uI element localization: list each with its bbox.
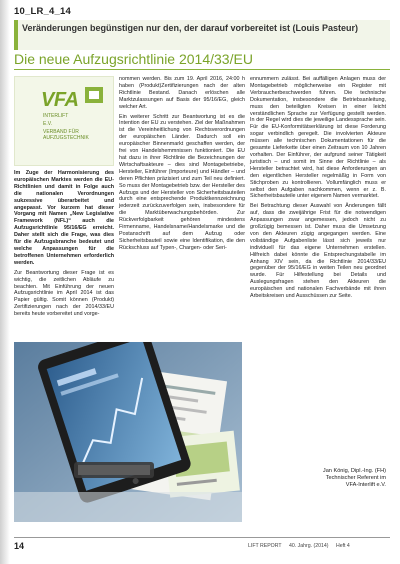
logo-line-1: INTERLIFT [43,113,69,119]
author-name: Jan König, Dipl.-Ing. (FH) [322,468,386,474]
page-gutter-shadow [0,0,10,564]
logo-line-2: E.V. [43,121,52,127]
vfa-logo [14,76,114,166]
footer-meta [248,543,356,549]
column-1 [14,170,114,321]
column-2-paragraph-1: nommen werden. Bis zum 19. April 2016, 24:00 h haben (Produkt)Zertifizierungen nach der alten Richtlinie Bestand. Danach erlöschen alle Marktzulassungen auf Basis der 95/16/EG, gleich welcher Art. [119,76,245,110]
document-id: 10_LR_4_14 [14,6,71,17]
logo-mark-icon [85,87,103,103]
headline-rule [14,69,390,70]
logo-wordmark: VFA [41,89,79,111]
photo-illustration [14,342,242,522]
kicker-box [14,20,390,50]
column-3 [250,76,386,303]
kicker-text: Veränderungen begünstigen nur den, der darauf vorbereitet ist (Louis Pasteur) [22,23,359,33]
footer-volume: 40. Jahrg. (2014) [289,543,329,549]
logo-line-3: VERBAND FÜR AUFZUGSTECHNIK [43,129,89,141]
author-signature [250,468,386,489]
footer-magazine: LIFT REPORT [248,543,282,549]
column-3-paragraph-2: Bei Betrachtung dieser Auswahl von Änderungen fällt auf, dass die zweijährige Frist für die notwendigen Anpassungen zwar angemessen, jedoch nicht zu großzügig bemessen ist. Daher muss die Umsetzung von den Akteuren zügig angegangen werden. Eine vollständige Aufgabenliste lässt sich jeweils nur individuell für das eigene Unternehmen erstellen. Hilfreich dabei könnte die Entsprechungstabelle im Anhang XIV sein, da die Richtlinie 2014/33/EU gegenüber der 95/16/EG in weiten Teilen neu geordnet wurde. Für Hilfestellung bei Details und Auslegungsfragen stehen den Akteuren die europäischen und nationalen Fachverbände mit ihren Arbeitskreisen und Ausschüssen zur Seite. [250,203,386,300]
column-1-paragraph: Zur Beantwortung dieser Frage ist es wichtig, die zeitlichen Abläufe zu beachten. Mit Einführung der neuen Aufzugsrichtlinie im April 2014 ist das Papier gültig. Somit können (Produkt) Zertifizierungen nach der 2014/33/EU bereits heute vorbereitet und vorge- [14,269,114,318]
column-2-paragraph-2: Ein weiterer Schritt zur Beantwortung ist es die Intention der EU zu verstehen. Ziel der Maßnahmen ist die Vereinheitlichung von Rechtsverordnungen der europäischen Länder. Dadurch soll ein europäischer Binnenmarkt geschaffen werden, der frei von Handelshemmnissen funktioniert. Die EU hat dazu in ihrer Richtlinie die Bezeichnungen der Wirtschaftsakteure – dies sind Montagebetriebe, Hersteller, Einführer (Importeure) und Händler – und deren Pflichten präzisiert und zum Teil neu definiert. So muss der Montagebetrieb bzw. der Hersteller des Aufzugs und der Hersteller von Sicherheitsbauteilen durch eine entsprechende Produktkennzeichnung jederzeit zurückzuverfolgen sein, insbesondere für die Marktüberwachungsbehörden. Zur Rückverfolgbarkeit gehören mindestens Firmenname, Handelsname/Handelsmarke und die Postanschrift auf dem Aufzug oder Sicherheitsbauteil sowie eine Identifikation, die den Rückschluss auf Typen-, Chargen- oder Seri- [119,113,245,251]
author-role-line-1: Technischer Referent im [325,475,386,481]
column-3-paragraph-1: ennummern zulässt. Bei auffälligen Anlagen muss der Montagebetrieb möglicherweise ein Register mit Verbraucherbeschwerden führen. Die technische Dokumentation, insbesondere die Betriebsanleitung, muss den beteiligten Kreisen in einer leicht verständlichen Sprache zur Verfügung gestellt werden. In der Regel wird dies die jeweilige Landessprache sein. Für die EU-Konformitätserklärung ist diese Forderung sogar verbindlich geregelt. Die involvierten Akteure müssen alle technischen Dokumentationen für die gesamte Lieferkette über einen Zeitraum von 10 Jahren vorhalten. Der Einführer, der aufgrund seiner Tätigkeit juristisch – und somit im Sinne der Richtlinie – als Hersteller betrachtet wird, hat diese Anforderungen an den eigentlichen Hersteller regelmäßig in Form von Stichproben zu kontrollieren. Vollumfänglich muss er selbst den Aufgaben nachkommen, wenn er z. B. Sicherheitsbauteile unter eigenem Namen vermarktet. [250,76,386,200]
page-number: 14 [14,541,25,551]
footer-rule [14,537,390,538]
article-photo-tablet-documents [14,342,242,522]
article-headline: Die neue Aufzugsrichtlinie 2014/33/EU [14,51,253,67]
footer-issue: Heft 4 [335,543,350,549]
lead-paragraph: Im Zuge der Harmonisierung des europäischen Marktes werden die EU-Richtlinien und damit in Folge auch die nationalen Verordnungen sukzessive überarbeitet und angepasst. Vor kurzem hat dieser Vorgang mit Namen „New Legislative Framework (NFL)“ auch die Aufzugsrichtlinie 95/16/EG erreicht. Daher stellt sich die Frage, was dies für die Aufzugsbranche bedeutet und welche Anpassungen für die betroffenen Unternehmen erforderlich werden. [14,170,114,266]
author-role-line-2: VFA-Interlift e.V. [345,482,386,488]
column-2 [119,76,245,255]
kicker-accent-bar [14,20,18,50]
